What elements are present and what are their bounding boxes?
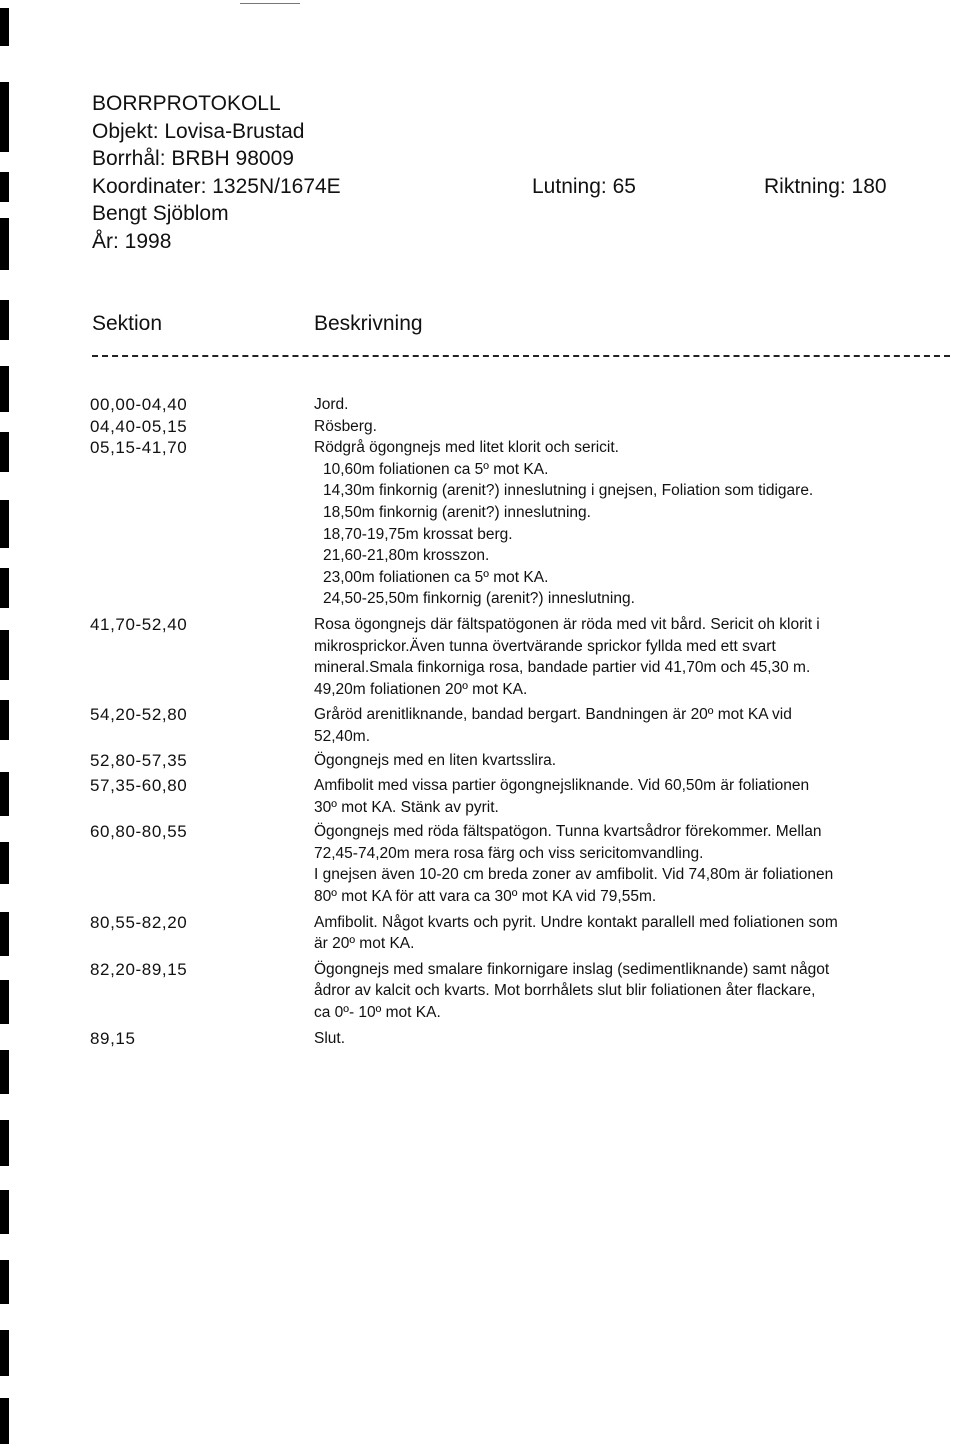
section-description — [314, 614, 956, 700]
section-description — [314, 775, 956, 818]
log-entry — [90, 750, 956, 772]
section-range: 54,20-52,80 — [90, 705, 188, 725]
log-entry — [90, 394, 956, 416]
description-line: 21,60-21,80m krosszon. — [323, 547, 490, 565]
description-column-header: Beskrivning — [314, 312, 423, 335]
log-entry — [90, 416, 956, 438]
section-description — [314, 437, 956, 610]
log-entry — [90, 437, 956, 610]
section-description — [314, 704, 956, 747]
section-range: 60,80-80,55 — [90, 822, 188, 842]
description-line: Ögongnejs med smalare finkornigare inslag (sedimentliknande) samt något — [314, 960, 830, 978]
section-range: 52,80-57,35 — [90, 750, 188, 770]
description-line: Gråröd arenitliknande, bandad bergart. Bandningen är 20º mot KA vid — [314, 706, 792, 724]
borrhal-line: Borrhål: BRBH 98009 — [92, 147, 294, 171]
section-range: 57,35-60,80 — [90, 776, 188, 796]
section-range: 82,20-89,15 — [90, 959, 188, 979]
author-line: Bengt Sjöblom — [92, 202, 229, 226]
section-column-header: Sektion — [92, 312, 163, 335]
description-line: mikrosprickor.Även tunna övertvärande sprickor fyllda med ett svart — [314, 637, 776, 655]
description-line: Amfibolit. Något kvarts och pyrit. Undre kontakt parallell med foliationen som — [314, 913, 838, 931]
description-line: Ögongnejs med röda fältspatögon. Tunna kvartsådror förekommer. Mellan — [314, 823, 822, 841]
document-header — [92, 90, 912, 256]
log-entry — [90, 614, 956, 700]
description-line: Rosa ögongnejs där fältspatögonen är röda med vit bård. Sericit oh klorit i — [314, 615, 820, 633]
description-line: I gnejsen även 10-20 cm breda zoner av amfibolit. Vid 74,80m är foliationen — [314, 866, 834, 884]
description-line: Jord. — [314, 396, 349, 413]
objekt-line: Objekt: Lovisa-Brustad — [92, 119, 305, 143]
log-entry — [90, 704, 956, 747]
log-entry — [90, 775, 956, 818]
section-description — [314, 912, 956, 955]
section-range: 05,15-41,70 — [90, 438, 188, 458]
section-range: 00,00-04,40 — [90, 395, 188, 414]
section-description — [314, 394, 956, 416]
drill-log — [90, 394, 956, 1049]
section-description — [314, 416, 956, 438]
log-entry — [90, 1028, 956, 1050]
log-entry — [90, 821, 956, 907]
lutning-value: Lutning: 65 — [532, 174, 636, 198]
description-line: 18,70-19,75m krossat berg. — [323, 525, 513, 543]
section-description — [314, 1028, 956, 1050]
description-line: 52,40m. — [314, 727, 371, 745]
description-line: Ögongnejs med en liten kvartsslira. — [314, 751, 557, 769]
log-entry — [90, 912, 956, 955]
description-line: 24,50-25,50m finkornig (arenit?) inneslutning. — [323, 590, 635, 608]
description-line: 10,60m foliationen ca 5º mot KA. — [323, 460, 549, 478]
section-description — [314, 750, 956, 772]
description-line: mineral.Smala finkorniga rosa, bandade partier vid 41,70m och 45,30 m. — [314, 659, 811, 677]
section-range: 04,40-05,15 — [90, 416, 188, 436]
description-line: 80º mot KA för att vara ca 30º mot KA vid 79,55m. — [314, 888, 657, 906]
description-line: Rösberg. — [314, 417, 377, 435]
description-line: Amfibolit med vissa partier ögongnejsliknande. Vid 60,50m är foliationen — [314, 777, 810, 795]
description-line: Slut. — [314, 1029, 346, 1047]
binding-edge — [0, 0, 14, 1454]
header-divider — [92, 355, 950, 357]
description-line: ådror av kalcit och kvarts. Mot borrhålets slut blir foliationen åter flackare, — [314, 982, 816, 1000]
description-line: 14,30m finkornig (arenit?) inneslutning i gnejsen, Foliation som tidigare. — [323, 482, 814, 500]
section-range: 41,70-52,40 — [90, 614, 188, 634]
description-line: 49,20m foliationen 20º mot KA. — [314, 680, 528, 698]
description-line: Rödgrå ögongnejs med litet klorit och sericit. — [314, 439, 619, 457]
description-line: 30º mot KA. Stänk av pyrit. — [314, 798, 499, 816]
description-line: är 20º mot KA. — [314, 935, 415, 953]
section-description — [314, 959, 956, 1024]
description-line: ca 0º- 10º mot KA. — [314, 1004, 441, 1022]
section-range: 80,55-82,20 — [90, 912, 188, 932]
scan-mark — [240, 3, 300, 4]
section-range: 89,15 — [90, 1028, 136, 1048]
document-title: BORRPROTOKOLL — [92, 92, 281, 115]
log-entry — [90, 959, 956, 1024]
section-description — [314, 821, 956, 907]
description-line: 23,00m foliationen ca 5º mot KA. — [323, 568, 549, 586]
coordinates-row — [92, 173, 912, 201]
year-line: År: 1998 — [92, 229, 172, 253]
riktning-value: Riktning: 180 — [764, 174, 887, 198]
koordinater-value: Koordinater: 1325N/1674E — [92, 174, 341, 198]
description-line: 18,50m finkornig (arenit?) inneslutning. — [323, 503, 591, 521]
description-line: 72,45-74,20m mera rosa färg och viss sericitomvandling. — [314, 844, 704, 862]
